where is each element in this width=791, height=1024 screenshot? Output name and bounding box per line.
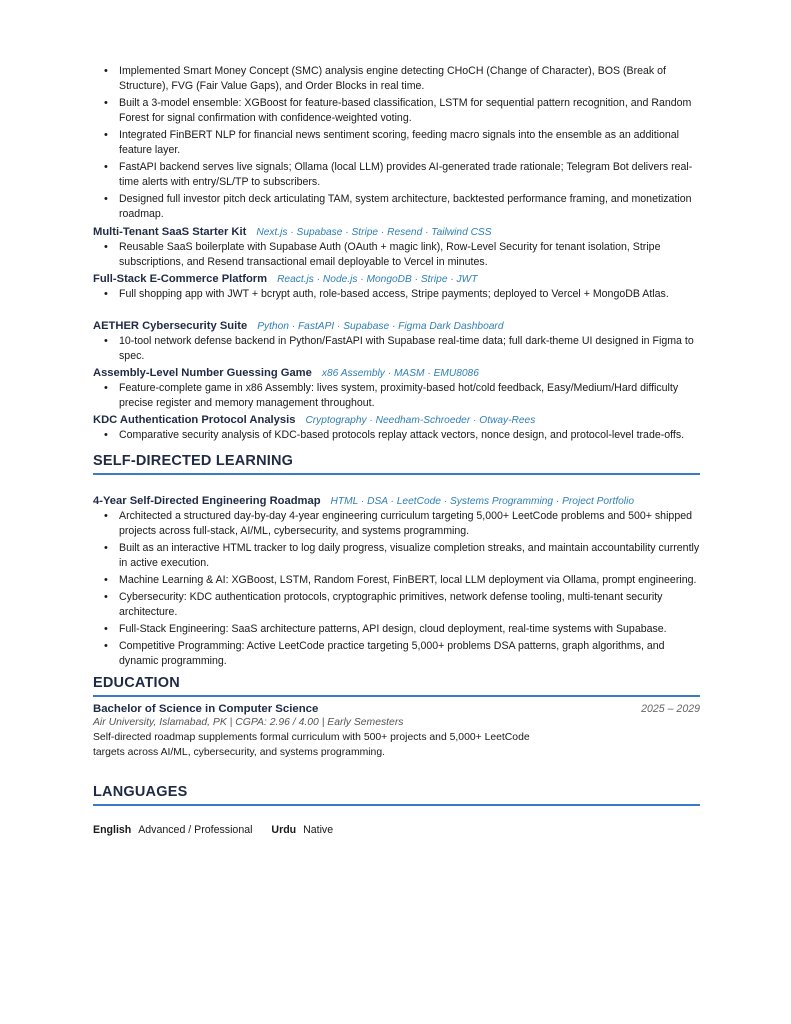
project-title: KDC Authentication Protocol Analysis: [93, 414, 296, 426]
education-description: Self-directed roadmap supplements formal curriculum with 500+ projects and 5,000+ LeetCode targets across AI/ML, cybersecurity, and systems programming.: [93, 732, 530, 758]
project-tech-stack: Python · FastAPI · Supabase · Figma Dark Dashboard: [257, 321, 504, 332]
project-title: 4-Year Self-Directed Engineering Roadmap: [93, 495, 321, 507]
degree-dates: 2025 – 2029: [641, 703, 700, 715]
bullet-item: • Reusable SaaS boilerplate with Supabase Auth (OAuth + magic link), Row-Level Security for tenant isolation, Stripe subscriptions, and Resend transactional email deployable to Vercel in minutes.: [93, 240, 700, 270]
project-ecommerce: [93, 273, 700, 302]
education-meta: Air University, Islamabad, PK | CGPA: 2.96 / 4.00 | Early Semesters: [93, 717, 404, 728]
bullet-item: • Built as an interactive HTML tracker to log daily progress, visualize completion streaks, and maintain accountability currently in active execution.: [93, 541, 700, 571]
bullet-item: • Designed full investor pitch deck articulating TAM, system architecture, backtested performance framing, and monetization roadmap.: [93, 192, 700, 222]
resume-page: [93, 64, 700, 836]
project-title: Assembly-Level Number Guessing Game: [93, 367, 312, 379]
language-name: English: [93, 824, 132, 836]
project-assembly: [93, 367, 700, 411]
trading-project-bullets: [93, 64, 700, 222]
section-heading-education: EDUCATION: [93, 675, 700, 697]
project-tech-stack: HTML · DSA · LeetCode · Systems Programming · Project Portfolio: [330, 496, 635, 507]
project-title: AETHER Cybersecurity Suite: [93, 320, 248, 332]
bullet-item: • Architected a structured day-by-day 4-year engineering curriculum targeting 5,000+ LeetCode problems and 500+ shipped projects across full-stack, AI/ML, cybersecurity, and systems programming.: [93, 509, 700, 539]
bullet-item: • Integrated FinBERT NLP for financial news sentiment scoring, feeding macro signals into the ensemble as an additional feature layer.: [93, 128, 700, 158]
project-title: Full-Stack E-Commerce Platform: [93, 273, 268, 285]
language-level: Native: [303, 824, 334, 836]
language-level: Advanced / Professional: [138, 824, 253, 836]
bullet-item: • Feature-complete game in x86 Assembly: lives system, proximity-based hot/cold feedback, Easy/Medium/Hard difficulty precise register and memory management throughout.: [93, 381, 700, 411]
bullet-item: • Built a 3-model ensemble: XGBoost for feature-based classification, LSTM for sequential pattern recognition, and Random Forest for signal confirmation with confidence-weighted voting.: [93, 96, 700, 126]
learning-roadmap: [93, 495, 700, 669]
bullet-item: • Machine Learning & AI: XGBoost, LSTM, Random Forest, FinBERT, local LLM deployment via Ollama, prompt engineering.: [93, 573, 700, 588]
project-tech-stack: Next.js · Supabase · Stripe · Resend · Tailwind CSS: [256, 227, 492, 238]
bullet-item: • Competitive Programming: Active LeetCode practice targeting 5,000+ problems DSA patterns, graph algorithms, and dynamic programming.: [93, 639, 700, 669]
education-entry: [93, 703, 700, 760]
bullet-item: • Cybersecurity: KDC authentication protocols, cryptographic primitives, network defense tooling, multi-tenant security architecture.: [93, 590, 700, 620]
bullet-item: • Implemented Smart Money Concept (SMC) analysis engine detecting CHoCH (Change of Character), BOS (Break of Structure), FVG (Fair Value Gaps), and Order Blocks in real time.: [93, 64, 700, 94]
project-tech-stack: React.js · Node.js · MongoDB · Stripe · JWT: [277, 274, 478, 285]
language-name: Urdu: [271, 824, 297, 836]
section-heading-languages: LANGUAGES: [93, 784, 700, 806]
section-heading-learning: SELF-DIRECTED LEARNING: [93, 453, 700, 475]
bullet-item: • 10-tool network defense backend in Python/FastAPI with Supabase real-time data; full dark-theme UI designed in Figma to spec.: [93, 334, 700, 364]
bullet-item: • FastAPI backend serves live signals; Ollama (local LLM) provides AI-generated trade rationale; Telegram Bot delivers real-time alerts with entry/SL/TP to subscribers.: [93, 160, 700, 190]
degree-title: Bachelor of Science in Computer Science: [93, 703, 319, 715]
bullet-item: • Full-Stack Engineering: SaaS architecture patterns, API design, cloud deployment, real-time systems with Supabase.: [93, 622, 700, 637]
project-title: Multi-Tenant SaaS Starter Kit: [93, 226, 247, 238]
project-tech-stack: Cryptography · Needham-Schroeder · Otway-Rees: [305, 415, 536, 426]
project-aether: [93, 320, 700, 364]
project-saas: [93, 226, 700, 270]
languages-list: [93, 824, 700, 836]
bullet-item: • Comparative security analysis of KDC-based protocols replay attack vectors, nonce design, and protocol-level trade-offs.: [93, 428, 700, 443]
bullet-item: • Full shopping app with JWT + bcrypt auth, role-based access, Stripe payments; deployed to Vercel + MongoDB Atlas.: [93, 287, 700, 302]
project-kdc: [93, 414, 700, 443]
project-tech-stack: x86 Assembly · MASM · EMU8086: [321, 368, 479, 379]
